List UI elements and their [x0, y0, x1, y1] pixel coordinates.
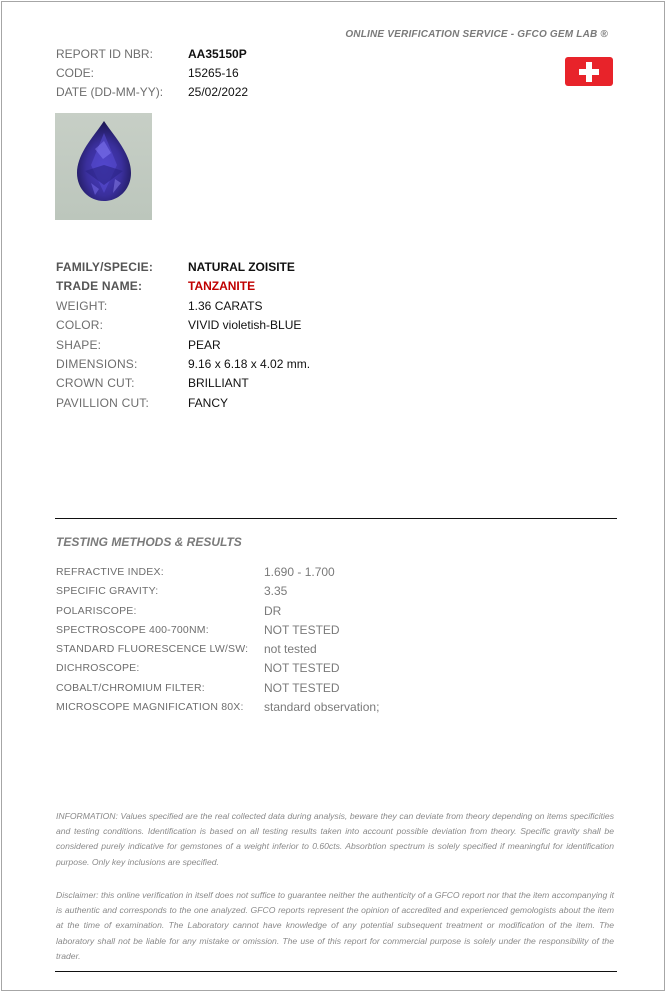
date-row — [56, 83, 248, 102]
test-row — [56, 659, 379, 678]
report-id-label: REPORT ID NBR: — [56, 47, 153, 61]
detail-row-family — [56, 258, 310, 277]
test-label: SPECIFIC GRAVITY: — [56, 585, 159, 598]
stone-details — [56, 258, 310, 413]
code-label: CODE: — [56, 66, 95, 80]
detail-value: VIVID violetish-BLUE — [188, 318, 302, 333]
test-value: standard observation; — [264, 700, 380, 715]
verification-service-title: ONLINE VERIFICATION SERVICE - GFCO GEM LAB ® — [345, 29, 608, 40]
detail-value: TANZANITE — [188, 279, 256, 294]
date-value: 25/02/2022 — [188, 85, 249, 99]
test-label: SPECTROSCOPE 400-700NM: — [56, 623, 209, 636]
detail-label: TRADE NAME: — [56, 279, 143, 294]
report-id-row — [56, 45, 248, 64]
disclaimer-note: Disclaimer: this online verification in itself does not suffice to guarantee neither the authenticity of a GFCO report nor that the item accompanying it is authentic and corresponds to the one analyzed. GFCO reports represent the opinion of accredited and experienced gemologists about the item at the time of examination. The Laboratory cannot have knowledge of any potential subsequent treatment or modification of the item. The laboratory shall not be liable for any mistake or omission. The use of this report for commercial purpose is solely under the responsibility of the trader. — [56, 890, 614, 961]
detail-label: WEIGHT: — [56, 298, 108, 313]
detail-value: NATURAL ZOISITE — [188, 260, 295, 274]
flag-cross-vertical — [586, 62, 592, 82]
swiss-flag-icon — [565, 57, 613, 86]
footer-divider — [55, 971, 617, 972]
section-divider — [55, 518, 617, 519]
detail-label: DIMENSIONS: — [56, 356, 138, 371]
detail-row-crown-cut — [56, 374, 310, 393]
testing-results — [56, 563, 379, 717]
test-row — [56, 640, 379, 659]
detail-label: COLOR: — [56, 318, 104, 333]
detail-label: FAMILY/SPECIE: — [56, 260, 154, 274]
report-meta — [56, 45, 248, 102]
detail-row-shape — [56, 336, 310, 355]
report-page — [1, 1, 665, 991]
detail-value: 9.16 x 6.18 x 4.02 mm. — [188, 356, 311, 371]
test-value: NOT TESTED — [264, 622, 340, 637]
test-row — [56, 602, 379, 621]
test-row — [56, 621, 379, 640]
test-label: REFRACTIVE INDEX: — [56, 566, 164, 578]
detail-label: CROWN CUT: — [56, 376, 135, 391]
test-label: DICHROSCOPE: — [56, 662, 140, 675]
detail-row-color — [56, 316, 310, 335]
test-label: MICROSCOPE MAGNIFICATION 80X: — [56, 701, 244, 714]
test-value: not tested — [264, 642, 317, 657]
test-row — [56, 582, 379, 601]
test-row — [56, 679, 379, 698]
date-label: DATE (DD-MM-YY): — [56, 85, 164, 99]
test-value: NOT TESTED — [264, 661, 340, 676]
detail-value: BRILLIANT — [188, 376, 249, 391]
code-value: 15265-16 — [188, 66, 239, 80]
detail-row-trade-name — [56, 277, 310, 296]
detail-value: PEAR — [188, 337, 221, 352]
testing-section-title: TESTING METHODS & RESULTS — [56, 535, 242, 549]
test-value: NOT TESTED — [264, 680, 340, 695]
test-label: STANDARD FLUORESCENCE LW/SW: — [56, 643, 249, 656]
test-row — [56, 563, 379, 582]
gem-photo — [55, 113, 152, 220]
detail-value: 1.36 CARATS — [188, 298, 263, 313]
pear-gemstone-icon — [55, 113, 152, 220]
code-row — [56, 64, 248, 83]
test-label: COBALT/CHROMIUM FILTER: — [56, 681, 205, 694]
test-value: 3.35 — [264, 584, 288, 599]
information-note: INFORMATION: Values specified are the real collected data during analysis, beware they can deviate from theory depending on items specificities and testing conditions. Identification is based on all testing results taken into account possible deviation from theory. Specific gravity shall be considered purely indicative for gemstones of a weight inferior to 0.60cts. Absorbtion spectrum is solely specified if meaningful for identification purpose. Only key inclusions are specified. — [56, 811, 614, 867]
detail-value: FANCY — [188, 395, 229, 410]
test-value: DR — [264, 603, 282, 618]
test-value: 1.690 - 1.700 — [264, 565, 335, 579]
detail-row-dimensions — [56, 355, 310, 374]
test-label: POLARISCOPE: — [56, 604, 137, 617]
detail-row-pavillion-cut — [56, 394, 310, 413]
detail-label: SHAPE: — [56, 337, 102, 352]
test-row — [56, 698, 379, 717]
report-id-value: AA35150P — [188, 47, 247, 61]
detail-label: PAVILLION CUT: — [56, 395, 150, 410]
detail-row-weight — [56, 297, 310, 316]
